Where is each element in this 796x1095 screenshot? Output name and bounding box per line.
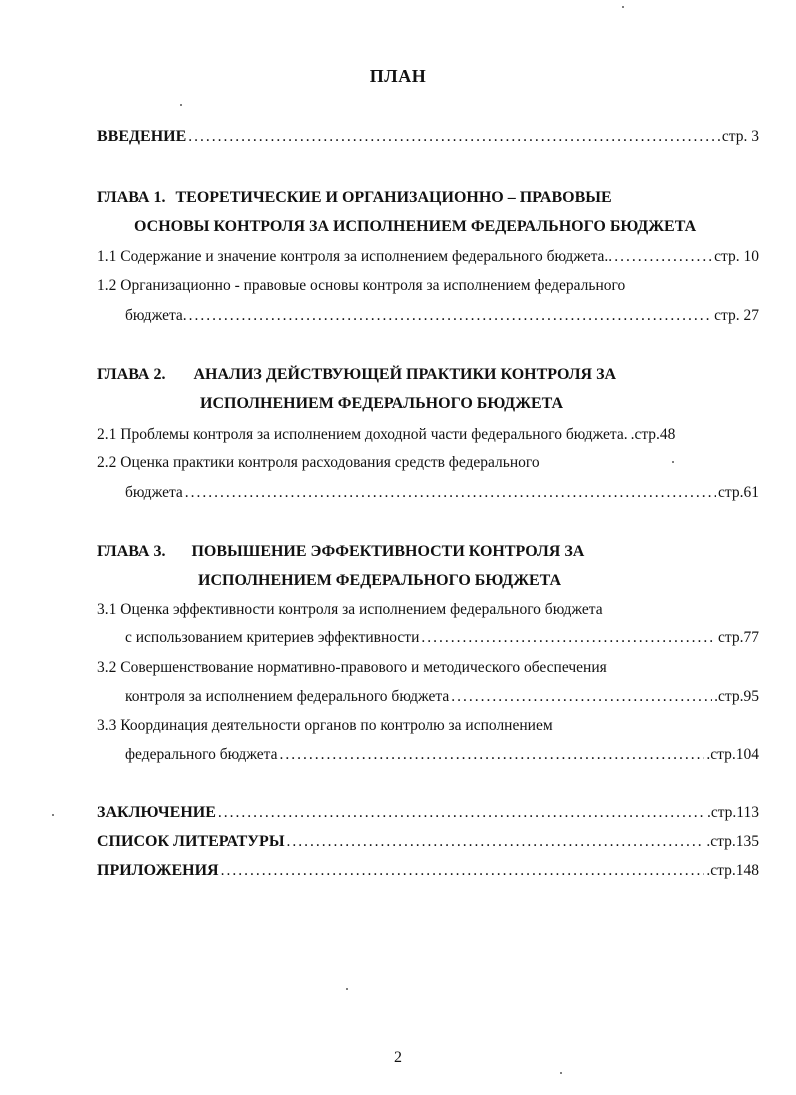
toc-entry-page: стр. 3 — [721, 128, 759, 145]
toc-entry-page: стр.61 — [718, 484, 759, 501]
toc-entry-bibliography — [97, 832, 759, 852]
chapter-2-heading-line2: ИСПОЛНЕНИЕМ ФЕДЕРАЛЬНОГО БЮДЖЕТА — [200, 395, 564, 412]
toc-entry-1-1 — [97, 247, 759, 267]
toc-entry-page: .стр.148 — [706, 862, 759, 879]
toc-entry-label: 2.1 Проблемы контроля за исполнением доходной части федерального бюджета. — [97, 426, 628, 443]
toc-entry-appendices — [97, 861, 759, 881]
scan-speck — [622, 6, 624, 8]
scan-speck — [180, 104, 182, 106]
dot-leader — [421, 628, 716, 648]
page-title: ПЛАН — [369, 66, 427, 86]
scan-speck — [560, 1072, 562, 1074]
toc-entry-page: стр.77 — [718, 629, 759, 646]
toc-entry-3-2-line1: 3.2 Совершенствование нормативно-правового и методического обеспечения — [97, 659, 607, 676]
toc-entry-3-1 — [125, 628, 759, 648]
toc-entry-label: контроля за исполнением федерального бюджета — [125, 688, 450, 705]
toc-entry-label: ВВЕДЕНИЕ — [97, 128, 187, 145]
chapter-1-heading-line2: ОСНОВЫ КОНТРОЛЯ ЗА ИСПОЛНЕНИЕМ ФЕДЕРАЛЬНОГО БЮДЖЕТА — [134, 218, 697, 235]
dot-leader — [188, 127, 720, 147]
toc-entry-label: с использованием критериев эффективности — [125, 629, 420, 646]
toc-entry-label: федерального бюджета — [125, 746, 278, 763]
toc-entry-intro — [97, 127, 759, 147]
toc-entry-page: .стр.104 — [706, 746, 759, 763]
dot-leader — [614, 247, 712, 267]
toc-entry-2-2 — [125, 483, 759, 503]
dot-leader — [189, 306, 712, 326]
dot-leader — [451, 687, 712, 707]
toc-entry-label: СПИСОК ЛИТЕРАТУРЫ — [97, 833, 285, 850]
dot-leader — [287, 832, 705, 852]
toc-entry-page: .стр.95 — [714, 688, 759, 705]
chapter-title: ТЕОРЕТИЧЕСКИЕ И ОРГАНИЗАЦИОННО – ПРАВОВЫЕ — [175, 189, 612, 206]
chapter-title: АНАЛИЗ ДЕЙСТВУЮЩЕЙ ПРАКТИКИ КОНТРОЛЯ ЗА — [193, 366, 617, 383]
chapter-number: ГЛАВА 3. — [97, 543, 166, 560]
chapter-number: ГЛАВА 1. — [97, 189, 166, 206]
toc-entry-conclusion — [97, 803, 759, 823]
toc-entry-page: стр. 10 — [714, 248, 759, 265]
chapter-1-heading-line1 — [97, 187, 612, 209]
chapter-3-heading-line1 — [97, 541, 584, 563]
toc-entry-label: 1.1 Содержание и значение контроля за исполнением федерального бюджета.. — [97, 248, 613, 265]
toc-entry-label: ЗАКЛЮЧЕНИЕ — [97, 804, 216, 821]
toc-entry-1-2-line1: 1.2 Организационно - правовые основы контроля за исполнением федерального — [97, 277, 626, 294]
toc-entry-page: .стр.135 — [706, 833, 759, 850]
toc-entry-3-3-line1: 3.3 Координация деятельности органов по контролю за исполнением — [97, 717, 553, 734]
toc-entry-page: стр. 27 — [714, 307, 759, 324]
toc-entry-2-1 — [97, 425, 759, 445]
toc-entry-2-2-line1: 2.2 Оценка практики контроля расходования средств федерального — [97, 454, 540, 471]
dot-leader — [280, 745, 705, 765]
chapter-number: ГЛАВА 2. — [97, 366, 166, 383]
scan-speck — [346, 988, 348, 990]
chapter-2-heading-line1 — [97, 364, 616, 386]
chapter-title: ПОВЫШЕНИЕ ЭФФЕКТИВНОСТИ КОНТРОЛЯ ЗА — [191, 543, 585, 560]
scan-speck — [672, 461, 674, 463]
toc-entry-label: ПРИЛОЖЕНИЯ — [97, 862, 219, 879]
dot-leader — [218, 803, 705, 823]
toc-entry-3-1-line1: 3.1 Оценка эффективности контроля за исполнением федерального бюджета — [97, 601, 603, 618]
dot-leader — [185, 483, 716, 503]
scan-speck — [52, 814, 54, 816]
chapter-3-heading-line2: ИСПОЛНЕНИЕМ ФЕДЕРАЛЬНОГО БЮДЖЕТА — [198, 572, 562, 589]
toc-entry-3-3 — [125, 745, 759, 765]
toc-entry-3-2 — [125, 687, 759, 707]
toc-entry-page: .стр.48 — [630, 426, 676, 443]
toc-entry-label: бюджета — [125, 484, 183, 501]
toc-entry-label: бюджета. — [125, 307, 187, 324]
toc-entry-1-2 — [125, 306, 759, 326]
page-number: 2 — [394, 1049, 402, 1066]
dot-leader — [221, 861, 705, 881]
toc-entry-page: .стр.113 — [706, 804, 759, 821]
